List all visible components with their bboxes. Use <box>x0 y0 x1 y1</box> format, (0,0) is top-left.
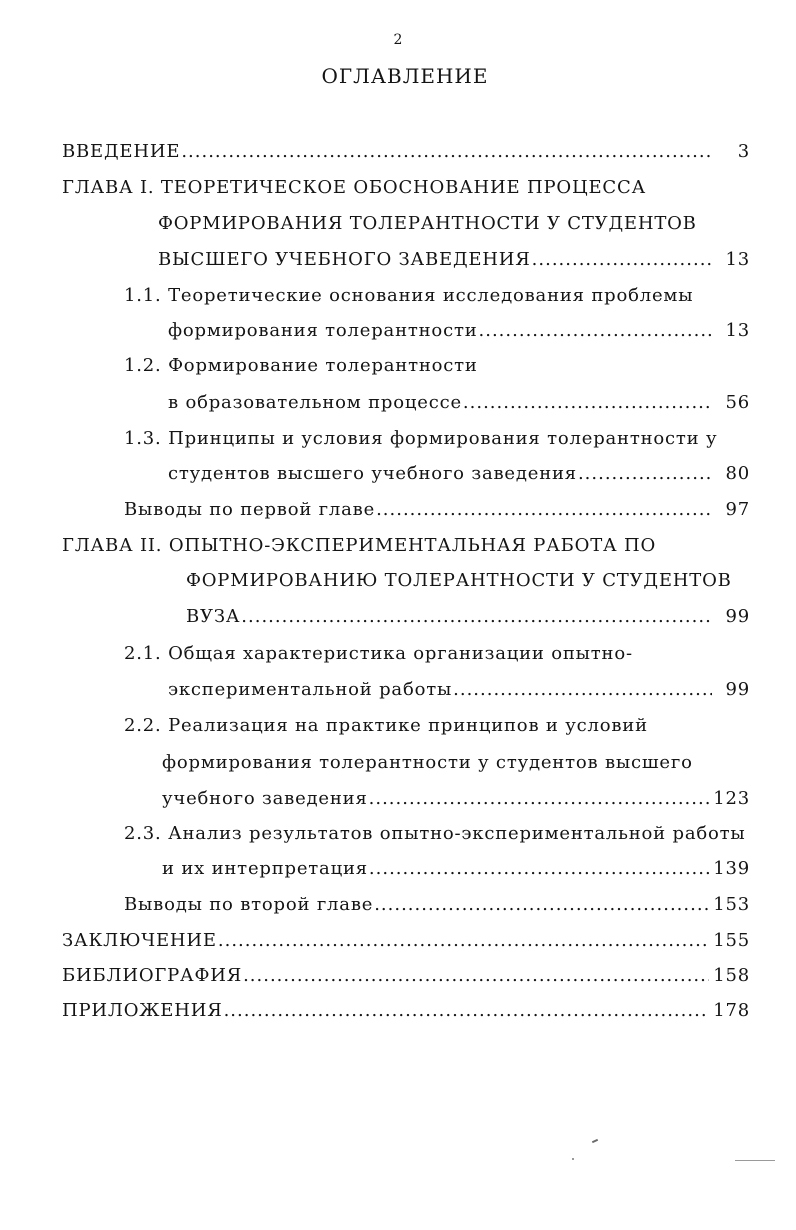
toc-entry-label: Выводы по второй главе <box>124 894 374 915</box>
toc-section-1-3-line1[interactable]: 1.3. Принципы и условия формирования толерантности у <box>124 428 718 449</box>
toc-entry-label: ВУЗА <box>186 606 241 627</box>
toc-page-number: 178 <box>713 1000 750 1021</box>
toc-section-1-1-line2[interactable] <box>168 317 750 345</box>
dot-leader <box>374 891 709 919</box>
toc-page-number: 13 <box>725 249 750 270</box>
toc-section-2-1-line1[interactable]: 2.1. Общая характеристика организации опытно- <box>124 643 633 664</box>
toc-chapter-2-title-line1[interactable]: ГЛАВА II. ОПЫТНО-ЭКСПЕРИМЕНТАЛЬНАЯ РАБОТА ПО <box>62 535 657 556</box>
toc-entry-label: учебного заведения <box>162 788 368 809</box>
toc-page-number: 158 <box>713 965 750 986</box>
toc-section-1-3-line2[interactable] <box>168 460 750 488</box>
dot-leader <box>578 460 712 488</box>
page-number: 2 <box>393 32 403 48</box>
toc-entry-bibliography[interactable] <box>62 962 750 990</box>
toc-page-number: 139 <box>713 858 750 879</box>
toc-entry-label: и их интерпретация <box>162 858 368 879</box>
dot-leader <box>243 962 709 990</box>
toc-section-1-1-line1[interactable]: 1.1. Теоретические основания исследования проблемы <box>124 285 694 306</box>
toc-section-1-2-line2[interactable] <box>168 389 750 417</box>
dot-leader <box>479 317 712 345</box>
page-title: ОГЛАВЛЕНИЕ <box>321 64 489 88</box>
dot-leader <box>218 927 709 955</box>
toc-chapter-1-title-line2[interactable]: ФОРМИРОВАНИЯ ТОЛЕРАНТНОСТИ У СТУДЕНТОВ <box>158 213 697 234</box>
dot-leader <box>453 676 712 704</box>
dot-leader <box>369 785 710 813</box>
scan-speck <box>572 1158 574 1160</box>
toc-entry-label: ЗАКЛЮЧЕНИЕ <box>62 930 217 951</box>
toc-entry-appendices[interactable] <box>62 997 750 1025</box>
toc-entry-label: студентов высшего учебного заведения <box>168 463 577 484</box>
dot-leader <box>181 138 712 166</box>
toc-chapter-1-conclusions[interactable] <box>124 496 750 524</box>
toc-chapter-2-conclusions[interactable] <box>124 891 750 919</box>
toc-page-number: 13 <box>725 320 750 341</box>
toc-page-number: 99 <box>725 606 750 627</box>
toc-page-number: 155 <box>713 930 750 951</box>
toc-chapter-1-title-line3[interactable] <box>158 246 750 274</box>
dot-leader <box>532 246 712 274</box>
toc-entry-conclusion[interactable] <box>62 927 750 955</box>
dot-leader <box>369 855 709 883</box>
toc-section-2-2-line1[interactable]: 2.2. Реализация на практике принципов и условий <box>124 715 648 736</box>
toc-chapter-2-title-line3[interactable] <box>186 603 750 631</box>
toc-page-number: 123 <box>713 788 750 809</box>
toc-entry-label: ВЫСШЕГО УЧЕБНОГО ЗАВЕДЕНИЯ <box>158 249 531 270</box>
toc-section-2-3-line2[interactable] <box>162 855 750 883</box>
toc-page-number: 153 <box>713 894 750 915</box>
toc-section-2-2-line2[interactable]: формирования толерантности у студентов высшего <box>162 752 693 773</box>
dot-leader <box>376 496 712 524</box>
toc-page-number: 80 <box>725 463 750 484</box>
toc-section-2-3-line1[interactable]: 2.3. Анализ результатов опытно-экспериментальной работы <box>124 823 746 844</box>
toc-page-number: 99 <box>725 679 750 700</box>
toc-section-2-2-line3[interactable] <box>162 785 750 813</box>
toc-page-number: 56 <box>725 392 750 413</box>
toc-entry-label: Выводы по первой главе <box>124 499 376 520</box>
toc-entry-label: ПРИЛОЖЕНИЯ <box>62 1000 223 1021</box>
toc-chapter-2-title-line2[interactable]: ФОРМИРОВАНИЮ ТОЛЕРАНТНОСТИ У СТУДЕНТОВ <box>186 570 732 591</box>
toc-entry-label: экспериментальной работы <box>168 679 453 700</box>
toc-section-2-1-line2[interactable] <box>168 676 750 704</box>
toc-entry-introduction[interactable] <box>62 138 750 166</box>
scan-speck <box>735 1160 775 1161</box>
toc-page-number: 3 <box>737 141 750 162</box>
dot-leader <box>224 997 710 1025</box>
toc-entry-label: ВВЕДЕНИЕ <box>62 141 181 162</box>
toc-entry-label: формирования толерантности <box>168 320 478 341</box>
toc-section-1-2-line1[interactable]: 1.2. Формирование толерантности <box>124 355 478 376</box>
dot-leader <box>241 603 712 631</box>
dot-leader <box>463 389 712 417</box>
toc-entry-label: БИБЛИОГРАФИЯ <box>62 965 243 986</box>
toc-page-number: 97 <box>725 499 750 520</box>
scan-speck <box>592 1139 598 1143</box>
toc-entry-label: в образовательном процессе <box>168 392 462 413</box>
toc-chapter-1-title-line1[interactable]: ГЛАВА I. ТЕОРЕТИЧЕСКОЕ ОБОСНОВАНИЕ ПРОЦЕССА <box>62 177 646 198</box>
